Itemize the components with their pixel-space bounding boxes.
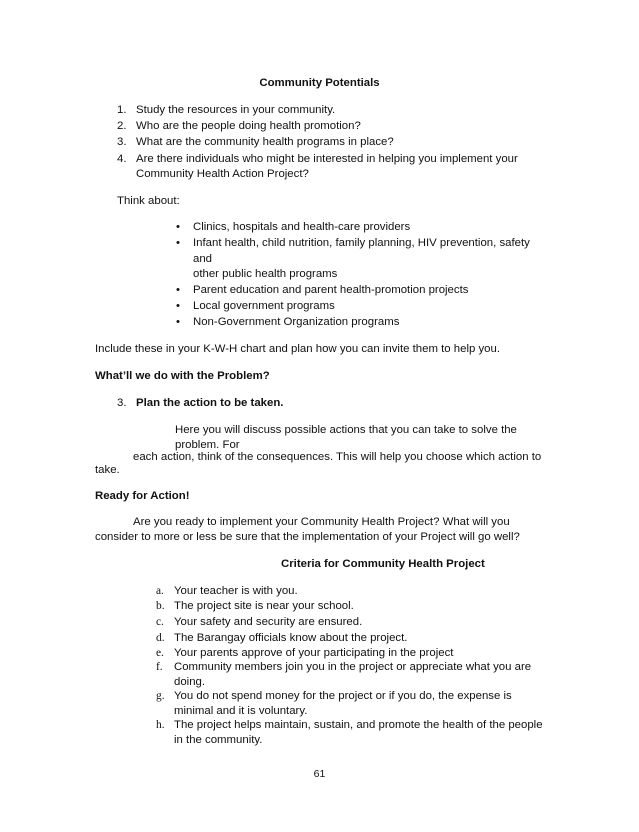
page-title: Community Potentials [259,77,380,89]
bullet-item: • Non-Government Organization programs [193,316,399,328]
bullet-item: • Local government programs [193,300,335,312]
bullet-item-continuation: other public health programs [193,268,338,280]
paragraph: Include these in your K-W-H chart and plan how you can invite them to help you. [95,343,501,355]
list-item: Are there individuals who might be interested in helping you implement your [136,153,518,165]
think-about-label: Think about: [117,195,180,207]
criteria-title: Criteria for Community Health Project [281,558,485,570]
list-item-number: 1. [117,104,127,116]
list-item: The Barangay officials know about the project. [174,632,408,644]
bullet-item: • Clinics, hospitals and health-care providers [193,221,410,233]
list-item: Study the resources in your community. [136,104,336,116]
list-item: The project site is near your school. [174,600,354,612]
paragraph-line: Are you ready to implement your Community Health Project? What will you [133,516,510,528]
list-item: Who are the people doing health promotion? [136,120,361,132]
paragraph-line: problem. For [175,439,240,451]
list-item-continuation: in the community. [174,734,263,746]
step-title: Plan the action to be taken. [136,397,284,409]
list-item-letter: f. [156,661,163,673]
list-item-letter: c. [156,616,164,628]
step-number: 3. [117,397,127,409]
list-item: The project helps maintain, sustain, and promote the health of the people [174,719,543,731]
paragraph-line: each action, think of the consequences. This will help you choose which action to [133,451,542,463]
list-item-continuation: minimal and it is voluntary. [174,705,308,717]
page-number: 61 [313,768,326,780]
list-item-letter: g. [156,690,165,702]
paragraph-line: take. [95,464,120,476]
list-item-continuation: Community Health Action Project? [136,168,309,180]
list-item-letter: d. [156,632,165,644]
list-item-letter: h. [156,719,165,731]
list-item: Your teacher is with you. [174,585,298,597]
list-item: Your parents approve of your participating in the project [174,647,454,659]
paragraph-line: Here you will discuss possible actions that you can take to solve the [175,424,517,436]
list-item-letter: e. [156,647,164,659]
section-heading: What’ll we do with the Problem? [95,370,270,382]
list-item-number: 3. [117,136,127,148]
list-item-number: 4. [117,153,127,165]
list-item-continuation: doing. [174,676,206,688]
bullet-item: • Infant health, child nutrition, family planning, HIV prevention, safety [193,237,530,249]
section-heading: Ready for Action! [95,490,190,502]
list-item-letter: b. [156,600,165,612]
bullet-item-continuation: and [193,253,213,265]
list-item: Community members join you in the project or appreciate what you are [174,661,532,673]
list-item: You do not spend money for the project or if you do, the expense is [174,690,512,702]
list-item: What are the community health programs in place? [136,136,394,148]
list-item-number: 2. [117,120,127,132]
paragraph-line: consider to more or less be sure that the implementation of your Project will go well? [95,531,520,543]
list-item-letter: a. [156,585,164,597]
list-item: Your safety and security are ensured. [174,616,363,628]
bullet-item: • Parent education and parent health-promotion projects [193,284,468,296]
